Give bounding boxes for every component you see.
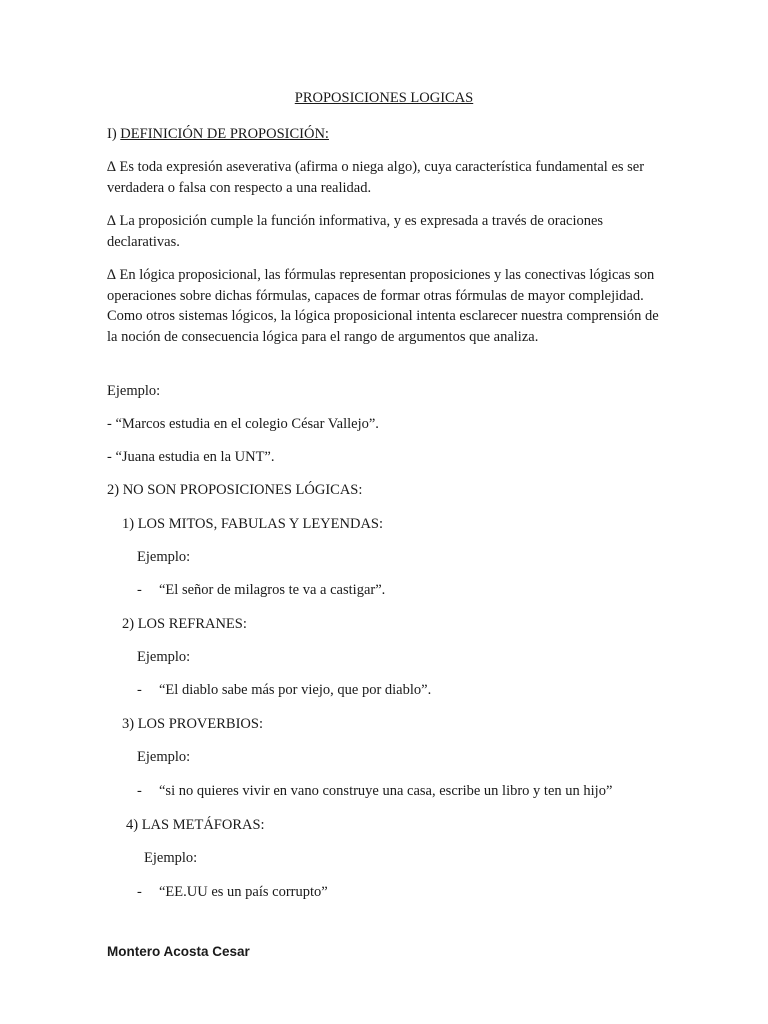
subsection-example-text: “El señor de milagros te va a castigar”.	[159, 582, 386, 598]
section-1-heading	[107, 124, 329, 145]
subsection-heading: 4) LAS METÁFORAS:	[126, 817, 265, 833]
subsection-example	[137, 781, 612, 802]
document-title	[0, 90, 768, 107]
author-name: Montero Acosta Cesar	[107, 944, 250, 959]
section-1-number: I)	[107, 126, 121, 142]
subsection-example	[137, 580, 385, 601]
subsection-example-label: Ejemplo:	[144, 850, 198, 866]
subsection-example-text: “si no quieres vivir en vano construye una casa, escribe un libro y ten un hijo”	[159, 783, 613, 799]
subsection-example-label: Ejemplo:	[137, 749, 191, 765]
subsection-heading: 1) LOS MITOS, FABULAS Y LEYENDAS:	[122, 516, 384, 532]
example-label: Ejemplo:	[107, 383, 161, 399]
section-2-heading: 2) NO SON PROPOSICIONES LÓGICAS:	[107, 482, 363, 498]
paragraph-2: ∆ La proposición cumple la función informativa, y es expresada a través de oraciones declarativas.	[107, 213, 604, 250]
subsection-heading: 2) LOS REFRANES:	[122, 616, 247, 632]
section-1-title: DEFINICIÓN DE PROPOSICIÓN:	[120, 126, 329, 142]
paragraph-1: ∆ Es toda expresión aseverativa (afirma o niega algo), cuya característica fundamental es ser verdadera o falsa con respecto a una realidad.	[107, 159, 645, 196]
subsection-heading: 3) LOS PROVERBIOS:	[122, 716, 263, 732]
document-title-text: PROPOSICIONES LOGICAS	[294, 90, 474, 106]
subsection-example-label: Ejemplo:	[137, 649, 191, 665]
list-dash: -	[137, 582, 142, 598]
list-dash: -	[137, 884, 142, 900]
subsection-example-text: “EE.UU es un país corrupto”	[159, 884, 328, 900]
list-dash: -	[137, 682, 142, 698]
paragraph-3: ∆ En lógica proposicional, las fórmulas representan proposiciones y las conectivas lógicas son operaciones sobre dichas fórmulas, capaces de formar otras fórmulas de mayor complejidad. Como otros sistemas lógicos, la lógica proposicional intenta esclarecer nuestra comprensión de la noción de consecuencia lógica para el rango de argumentos que analiza.	[107, 267, 659, 345]
subsection-example	[137, 882, 328, 903]
subsection-example	[137, 680, 431, 701]
list-dash: -	[137, 783, 142, 799]
subsection-example-text: “El diablo sabe más por viejo, que por diablo”.	[159, 682, 432, 698]
example-item-1: - “Marcos estudia en el colegio César Vallejo”.	[107, 416, 379, 432]
subsection-example-label: Ejemplo:	[137, 549, 191, 565]
example-item-2: - “Juana estudia en la UNT”.	[107, 449, 275, 465]
